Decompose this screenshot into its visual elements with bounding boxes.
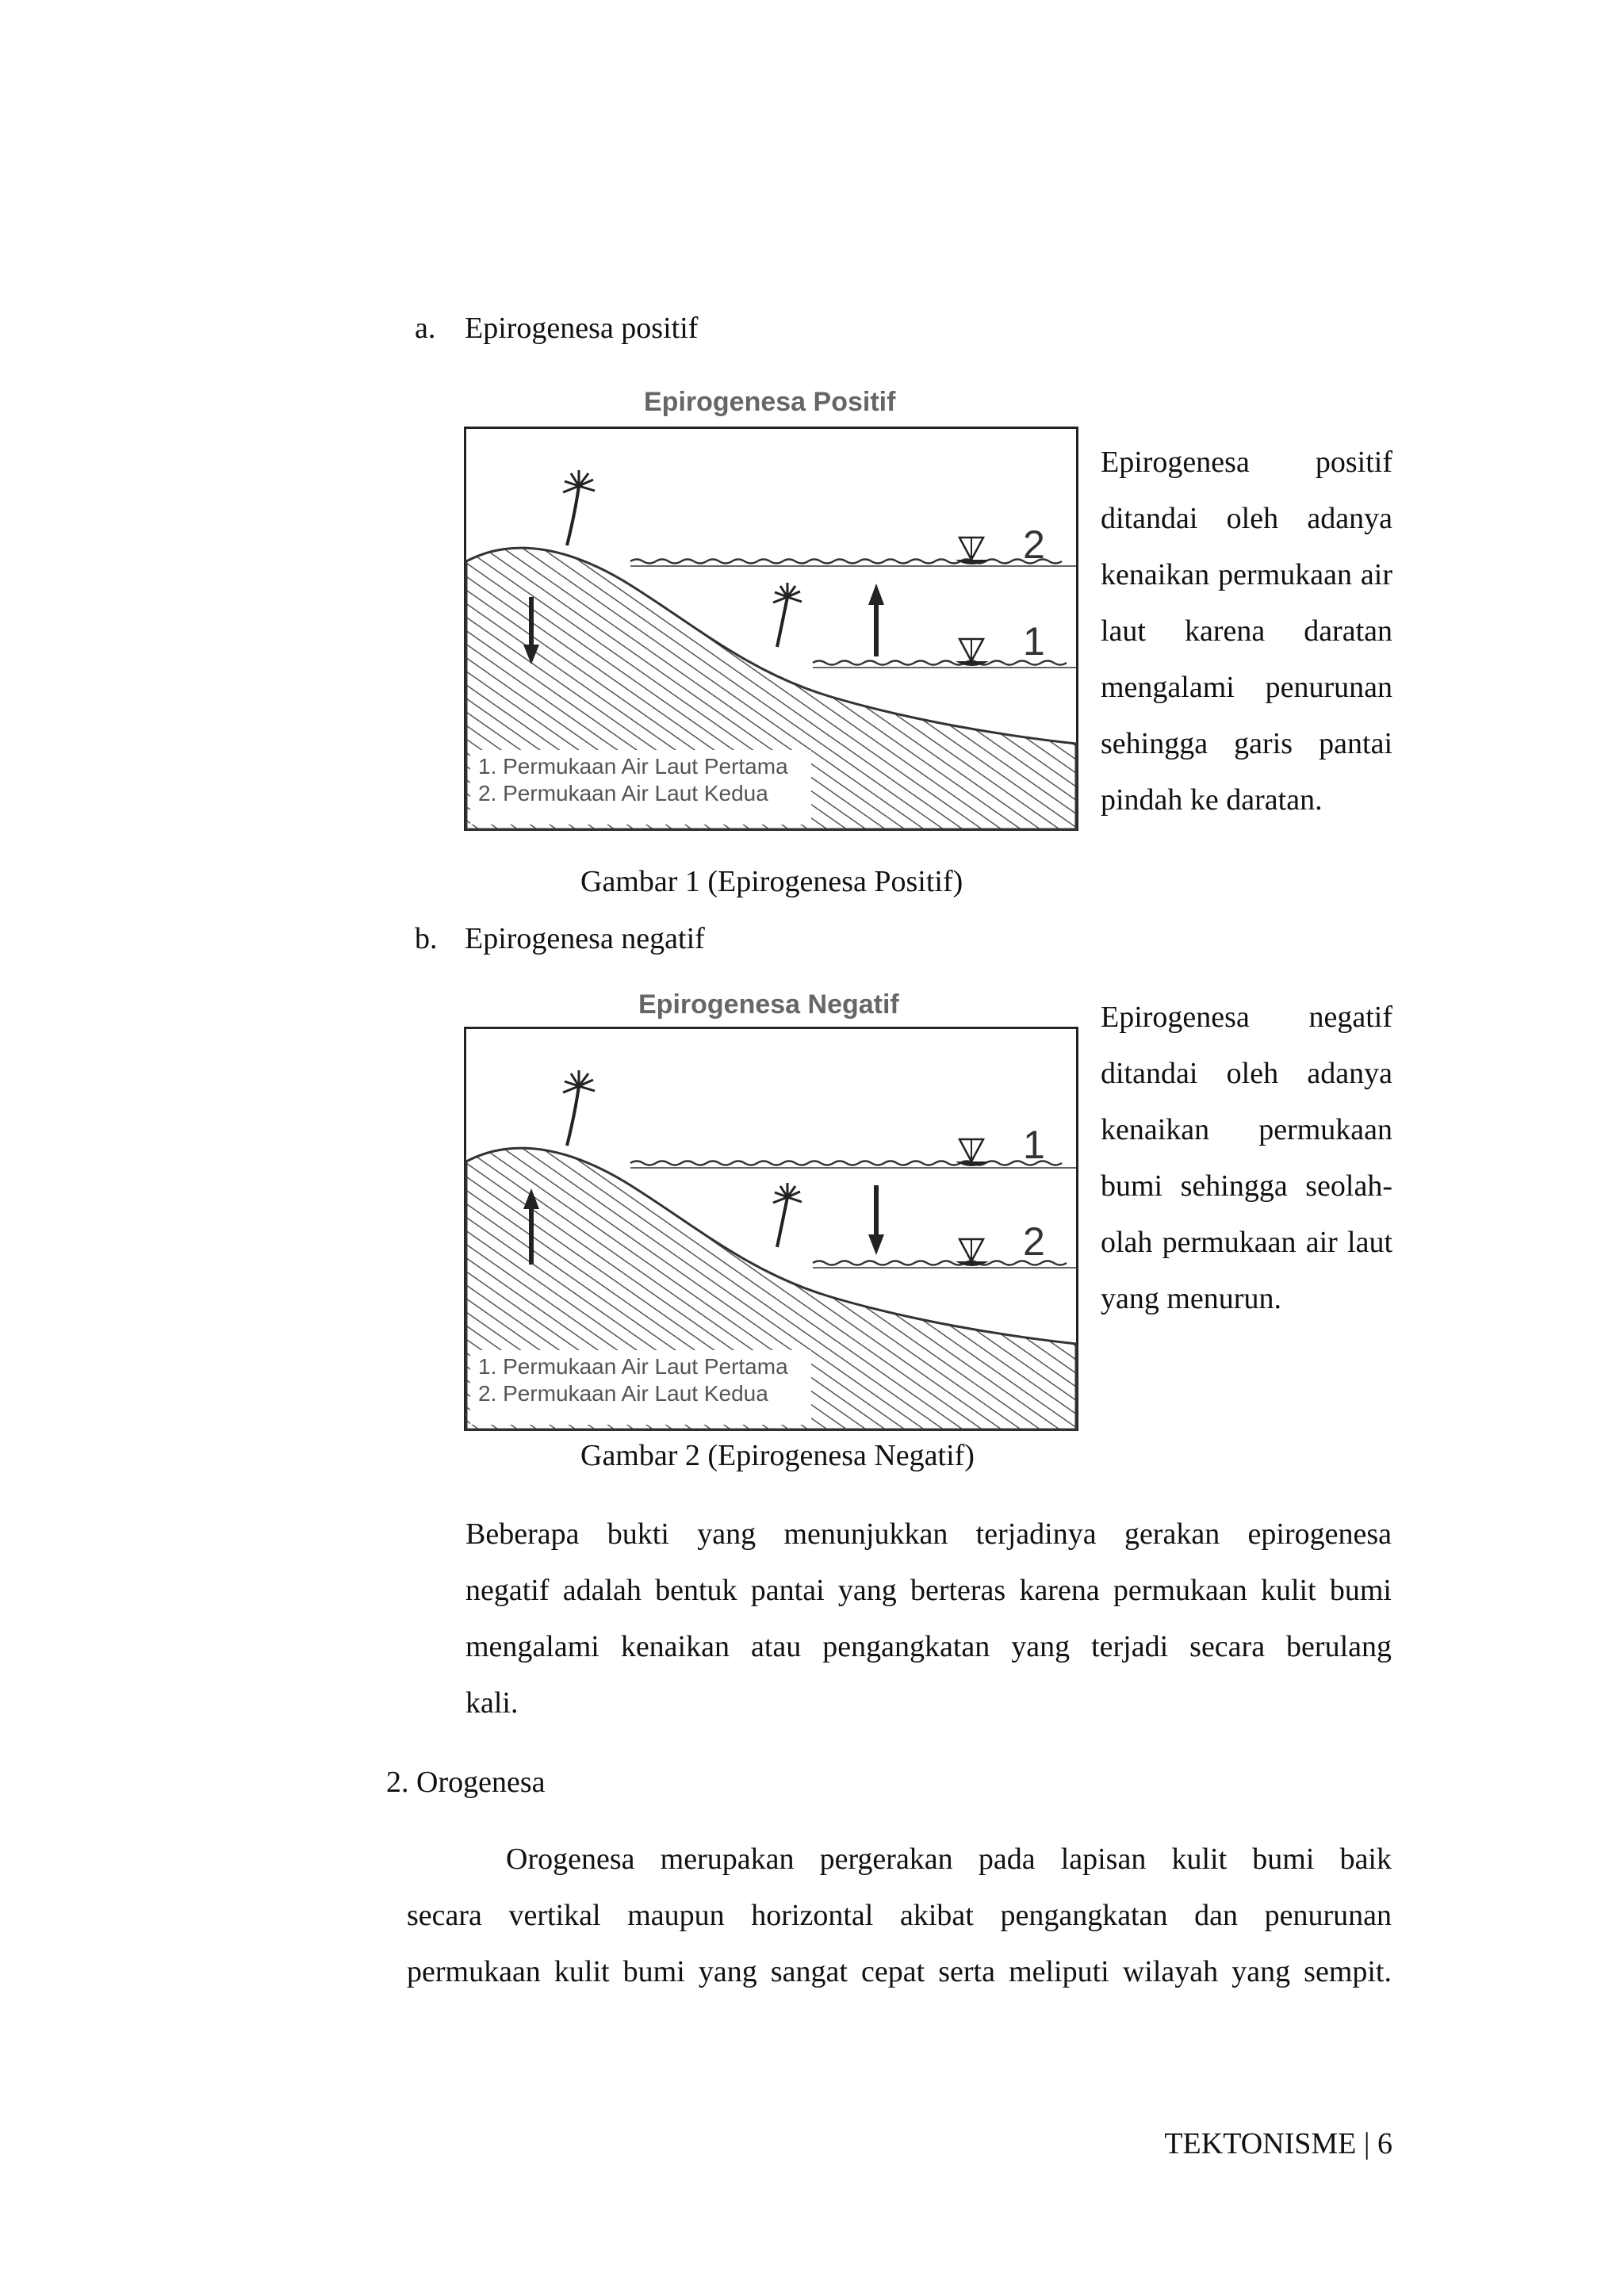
figure-1-title: Epirogenesa Positif [644, 387, 896, 417]
evidence-line-4: kali. [465, 1686, 519, 1720]
evidence-paragraph [465, 1506, 1392, 1732]
figure-2-legend-1: 1. Permukaan Air Laut Pertama [478, 1354, 788, 1379]
section-a-heading: Epirogenesa positif [465, 312, 699, 345]
evidence-line-2: negatif adalah bentuk pantai yang berteras karena permukaan kulit bumi [465, 1574, 1392, 1607]
section-b-heading: Epirogenesa negatif [465, 922, 705, 955]
section-b-marker: b. [415, 922, 438, 955]
figure-1-caption: Gambar 1 (Epirogenesa Positif) [580, 865, 963, 898]
figure-1-legend-2: 2. Permukaan Air Laut Kedua [478, 781, 768, 806]
figure-1-legend-1: 1. Permukaan Air Laut Pertama [478, 754, 788, 779]
section-2-heading: 2. Orogenesa [386, 1766, 546, 1799]
figure-1-level-label-lower: 1 [1023, 619, 1045, 664]
section-b-description: Epirogenesa negatif ditandai oleh adanya kenaikan permukaan bumi sehingga seolah-olah permukaan air laut yang menurun. [1101, 1001, 1392, 1315]
orogenesa-paragraph [407, 1831, 1392, 2000]
figure-2-legend-2: 2. Permukaan Air Laut Kedua [478, 1381, 768, 1406]
figure-2-level-label-upper: 1 [1023, 1123, 1045, 1167]
orogenesa-line-2: secara vertikal maupun horizontal akibat pengangkatan dan penurunan [407, 1899, 1392, 1932]
section-a-description: Epirogenesa positif ditandai oleh adanya kenaikan permukaan air laut karena daratan mengalami penurunan sehingga garis pantai pindah ke daratan. [1101, 446, 1392, 817]
evidence-line-1: Beberapa bukti yang menunjukkan terjadinya gerakan epirogenesa [465, 1517, 1392, 1551]
figure-2-title: Epirogenesa Negatif [638, 989, 899, 1020]
orogenesa-line-1: Orogenesa merupakan pergerakan pada lapisan kulit bumi baik [506, 1843, 1392, 1876]
figure-2-level-label-lower: 2 [1023, 1219, 1045, 1264]
evidence-line-3: mengalami kenaikan atau pengangkatan yang terjadi secara berulang [465, 1630, 1392, 1663]
page-footer: TEKTONISME | 6 [1164, 2127, 1392, 2160]
figure-2-caption: Gambar 2 (Epirogenesa Negatif) [580, 1439, 975, 1472]
section-a-marker: a. [415, 312, 436, 345]
orogenesa-line-3: permukaan kulit bumi yang sangat cepat serta meliputi wilayah yang sempit. [407, 1955, 1392, 1988]
figure-1-level-label-upper: 2 [1023, 522, 1045, 567]
